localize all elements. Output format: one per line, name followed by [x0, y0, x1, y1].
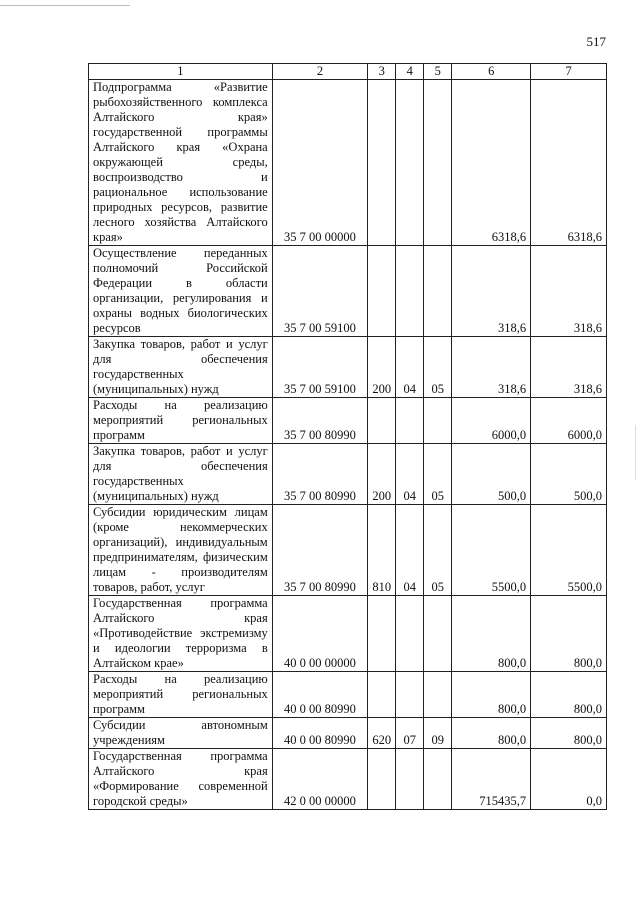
row-amount-7: 318,6 — [531, 337, 607, 398]
table-row — [89, 718, 607, 749]
table-row — [89, 596, 607, 672]
row-expense-type: 620 — [368, 718, 396, 749]
row-name: Расходы на реализацию мероприятий региональных программ — [89, 398, 273, 444]
row-expense-type — [368, 596, 396, 672]
row-section: 04 — [396, 337, 424, 398]
row-expense-type — [368, 749, 396, 810]
row-name: Закупка товаров, работ и услуг для обеспечения государственных (муниципальных) нужд — [89, 337, 273, 398]
table-row — [89, 398, 607, 444]
column-header: 2 — [272, 64, 368, 80]
row-subsection — [424, 246, 452, 337]
row-section: 07 — [396, 718, 424, 749]
row-code: 40 0 00 80990 — [272, 718, 368, 749]
row-subsection — [424, 596, 452, 672]
row-amount-7: 0,0 — [531, 749, 607, 810]
table-row — [89, 337, 607, 398]
row-name: Осуществление переданных полномочий Российской Федерации в области организации, регулирования и охраны водных биологических ресурсов — [89, 246, 273, 337]
column-header: 4 — [396, 64, 424, 80]
row-amount-6: 6318,6 — [452, 80, 531, 246]
row-subsection: 05 — [424, 337, 452, 398]
page-number: 517 — [586, 34, 606, 49]
column-header: 1 — [89, 64, 273, 80]
row-expense-type: 200 — [368, 337, 396, 398]
row-subsection: 09 — [424, 718, 452, 749]
row-amount-7: 500,0 — [531, 444, 607, 505]
row-subsection: 05 — [424, 505, 452, 596]
row-amount-7: 6000,0 — [531, 398, 607, 444]
row-amount-6: 6000,0 — [452, 398, 531, 444]
row-amount-6: 800,0 — [452, 596, 531, 672]
row-section: 04 — [396, 505, 424, 596]
scan-edge-line — [0, 5, 130, 6]
table-row — [89, 749, 607, 810]
row-expense-type — [368, 398, 396, 444]
header-row — [89, 64, 607, 80]
table-row — [89, 80, 607, 246]
row-code: 35 7 00 59100 — [272, 337, 368, 398]
row-name: Закупка товаров, работ и услуг для обеспечения государственных (муниципальных) нужд — [89, 444, 273, 505]
column-header: 7 — [531, 64, 607, 80]
column-header: 6 — [452, 64, 531, 80]
row-section: 04 — [396, 444, 424, 505]
row-amount-7: 6318,6 — [531, 80, 607, 246]
row-expense-type — [368, 80, 396, 246]
row-code: 35 7 00 00000 — [272, 80, 368, 246]
row-name: Государственная программа Алтайского края «Формирование современной городской среды» — [89, 749, 273, 810]
row-amount-6: 318,6 — [452, 337, 531, 398]
row-amount-6: 5500,0 — [452, 505, 531, 596]
row-amount-6: 800,0 — [452, 718, 531, 749]
row-amount-6: 715435,7 — [452, 749, 531, 810]
row-code: 40 0 00 00000 — [272, 596, 368, 672]
row-amount-6: 500,0 — [452, 444, 531, 505]
row-amount-7: 5500,0 — [531, 505, 607, 596]
row-expense-type — [368, 672, 396, 718]
row-amount-7: 800,0 — [531, 672, 607, 718]
row-section — [396, 749, 424, 810]
row-expense-type: 810 — [368, 505, 396, 596]
row-code: 42 0 00 00000 — [272, 749, 368, 810]
row-name: Субсидии юридическим лицам (кроме некоммерческих организаций), индивидуальным предпринимателям, физическим лицам - производителям товаров, работ, услуг — [89, 505, 273, 596]
row-section — [396, 596, 424, 672]
row-expense-type: 200 — [368, 444, 396, 505]
row-subsection — [424, 672, 452, 718]
row-subsection — [424, 80, 452, 246]
row-name: Подпрограмма «Развитие рыбохозяйственного комплекса Алтайского края» государственной программы Алтайского края «Охрана окружающей среды, воспроизводство и рациональное использование природных ресурсов, развитие лесного хозяйства Алтайского края» — [89, 80, 273, 246]
row-code: 35 7 00 80990 — [272, 444, 368, 505]
row-name: Расходы на реализацию мероприятий региональных программ — [89, 672, 273, 718]
row-section — [396, 246, 424, 337]
row-section — [396, 80, 424, 246]
row-name: Субсидии автономным учреждениям — [89, 718, 273, 749]
table-row — [89, 246, 607, 337]
row-subsection — [424, 398, 452, 444]
row-code: 35 7 00 59100 — [272, 246, 368, 337]
row-code: 40 0 00 80990 — [272, 672, 368, 718]
table-row — [89, 444, 607, 505]
column-header: 5 — [424, 64, 452, 80]
table-row — [89, 505, 607, 596]
budget-table — [88, 63, 607, 810]
row-amount-7: 800,0 — [531, 596, 607, 672]
row-section — [396, 398, 424, 444]
row-amount-6: 318,6 — [452, 246, 531, 337]
scan-side-mark — [635, 425, 636, 480]
row-expense-type — [368, 246, 396, 337]
row-amount-7: 318,6 — [531, 246, 607, 337]
row-name: Государственная программа Алтайского края «Противодействие экстремизму и идеологии терроризма в Алтайском крае» — [89, 596, 273, 672]
row-subsection: 05 — [424, 444, 452, 505]
row-amount-6: 800,0 — [452, 672, 531, 718]
row-code: 35 7 00 80990 — [272, 505, 368, 596]
row-amount-7: 800,0 — [531, 718, 607, 749]
table-row — [89, 672, 607, 718]
row-subsection — [424, 749, 452, 810]
column-header: 3 — [368, 64, 396, 80]
row-code: 35 7 00 80990 — [272, 398, 368, 444]
row-section — [396, 672, 424, 718]
